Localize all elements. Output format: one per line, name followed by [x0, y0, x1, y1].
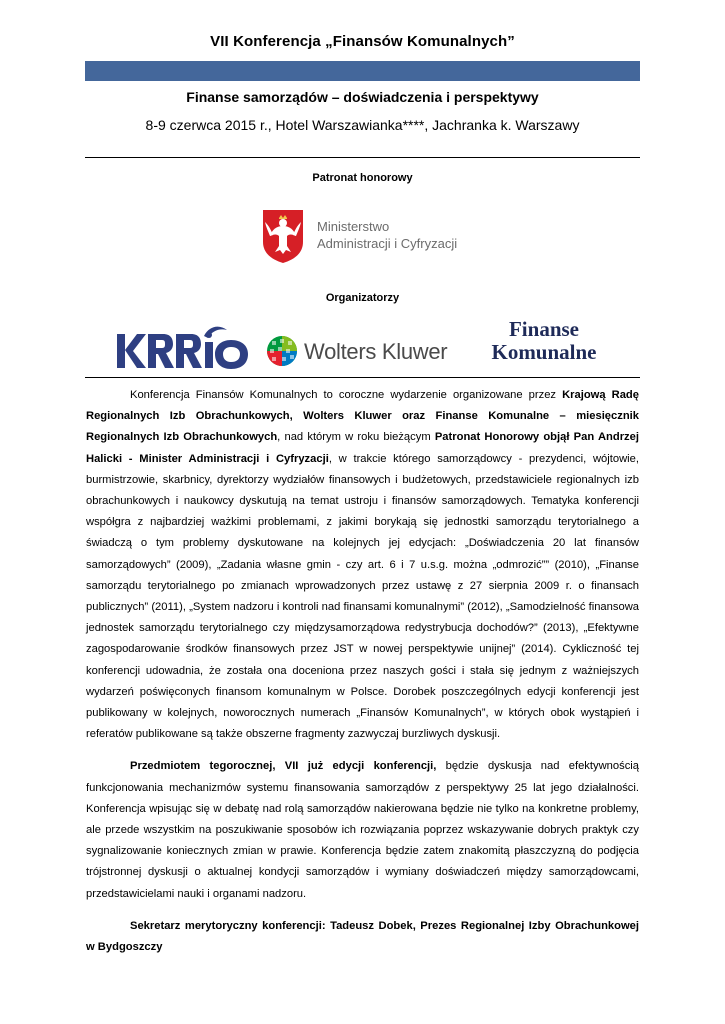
ministry-name-line2: Administracji i Cyfryzacji [317, 236, 458, 251]
header-bar [85, 61, 640, 81]
paragraph-text: Konferencja Finansów Komunalnych to coroczne wydarzenie organizowane przez [130, 389, 563, 401]
patronage-bold: Patronat Honorowy objął Pan Andrzej Halicki - Minister Administracji i Cyfryzacji [86, 431, 639, 465]
finanse-komunalne-logo [484, 318, 604, 364]
conference-subtitle: Finanse samorządów – doświadczenia i perspektywy [186, 89, 539, 105]
paragraph-text: będzie dyskusja nad efektywnością funkcjonowania mechanizmów systemu finansowania samorządów z perspektywy 25 lat jego działalności. Konferencja wpisując się w debatę nad rolą samorządów nakierowana będzie nie tylko na konkretne problemy, ale przede wszystkim na poszukiwanie sposobów ich rozwiązania poprzez wskazywanie dobrych praktyk czy sygnalizowanie koniecznych zmian w prawie. Konferencja będzie zatem znakomitą płaszczyzną do podjęcia trójstronnej dyskusji o aktualnej kondycji samorządów i wymiany doświadczeń między samorządowcami, przedstawicielami nauki i organami nadzoru. [86, 760, 640, 900]
ministry-name [317, 218, 457, 252]
paragraph-intro [86, 385, 639, 745]
wolters-kluwer-name: Wolters Kluwer [304, 339, 448, 364]
wolters-kluwer-logo [266, 332, 461, 372]
paragraph-text: , w trakcie którego samorządowcy - prezydenci, wójtowie, burmistrzowie, skarbnicy, dyrektorzy wydziałów finansowych i budżetowych, przedstawiciele regionalnych izb obrachunkowych i naukowcy dyskutują na temat ustroju i finansów samorządowych. Tematyka konferencji współgra z najbardziej ważkimi problemami, z jakimi borykają się jednostki samorządu terytorialnego a świadczą o tym problemy dyskutowane na kolejnych jej edycjach: „Doświadczenia 20 lat finansów samorządowych” (2009), „Zadania własne gmin - czy art. 6 i 7 u.s.g. można „odmrozić”” (2010), „Finanse samorządu terytorialnego po zmianach wprowadzonych przez ustawę z 27 sierpnia 2009 r. o finansach publicznych” (2011), „System nadzoru i kontroli nad finansami komunalnymi” (2012), „Samodzielność finansowa jednostek samorządu terytorialnego czy międzysamorządowa redystrybucja dochodów?” (2013), „Efektywne zagospodarowanie środków finansowych przez JST w nowej perspektywie unijnej” (2014). Cykliczność tej konferencji udowadnia, że została ona doceniona przez naszych gości i stała się jednym z ważniejszych wydarzeń poświęconych finansom komunalnym w Polsce. Dorobek poszczególnych edycji konferencji jest publikowany w kolejnych, noworocznych numerach „Finansów Komunalnych”, w których obok wystąpień i referatów publikowane są także obszerne fragmenty zazwyczaj burzliwych dyskusji. [86, 452, 639, 741]
organizers-bold: Krajową Radę Regionalnych Izb Obrachunkowych, Wolters Kluwer oraz Finanse Komunalne – miesięcznik Regionalnych Izb Obrachunkowych [86, 389, 639, 444]
divider-bottom [85, 377, 640, 378]
paragraph-text: , nad którym w roku bieżącym [277, 431, 435, 444]
date-and-venue: 8-9 czerwca 2015 r., Hotel Warszawianka****, Jachranka k. Warszawy [145, 117, 580, 133]
subject-bold: Przedmiotem tegorocznej, VII już edycji konferencji, [130, 760, 437, 773]
paragraph-subject [86, 756, 639, 904]
secretary-bold: Sekretarz merytoryczny konferencji: Tadeusz Dobek, Prezes Regionalnej Izby Obrachunkowej w Bydgoszczy [86, 919, 639, 954]
wolters-kluwer-mark-icon [266, 335, 298, 367]
patronage-label: Patronat honorowy [312, 172, 413, 184]
polish-eagle-emblem-icon [261, 208, 305, 264]
paragraph-secretary [86, 916, 639, 958]
krrio-logo [115, 322, 250, 372]
ministry-name-line1: Ministerstwo [317, 219, 390, 234]
finanse-komunalne-line1: Finanse [508, 317, 579, 341]
body-text [86, 385, 639, 958]
organizers-label: Organizatorzy [325, 292, 400, 304]
divider-top [85, 157, 640, 158]
finanse-komunalne-line2: Komunalne [491, 340, 597, 364]
conference-title: VII Konferencja „Finansów Komunalnych” [210, 33, 515, 50]
